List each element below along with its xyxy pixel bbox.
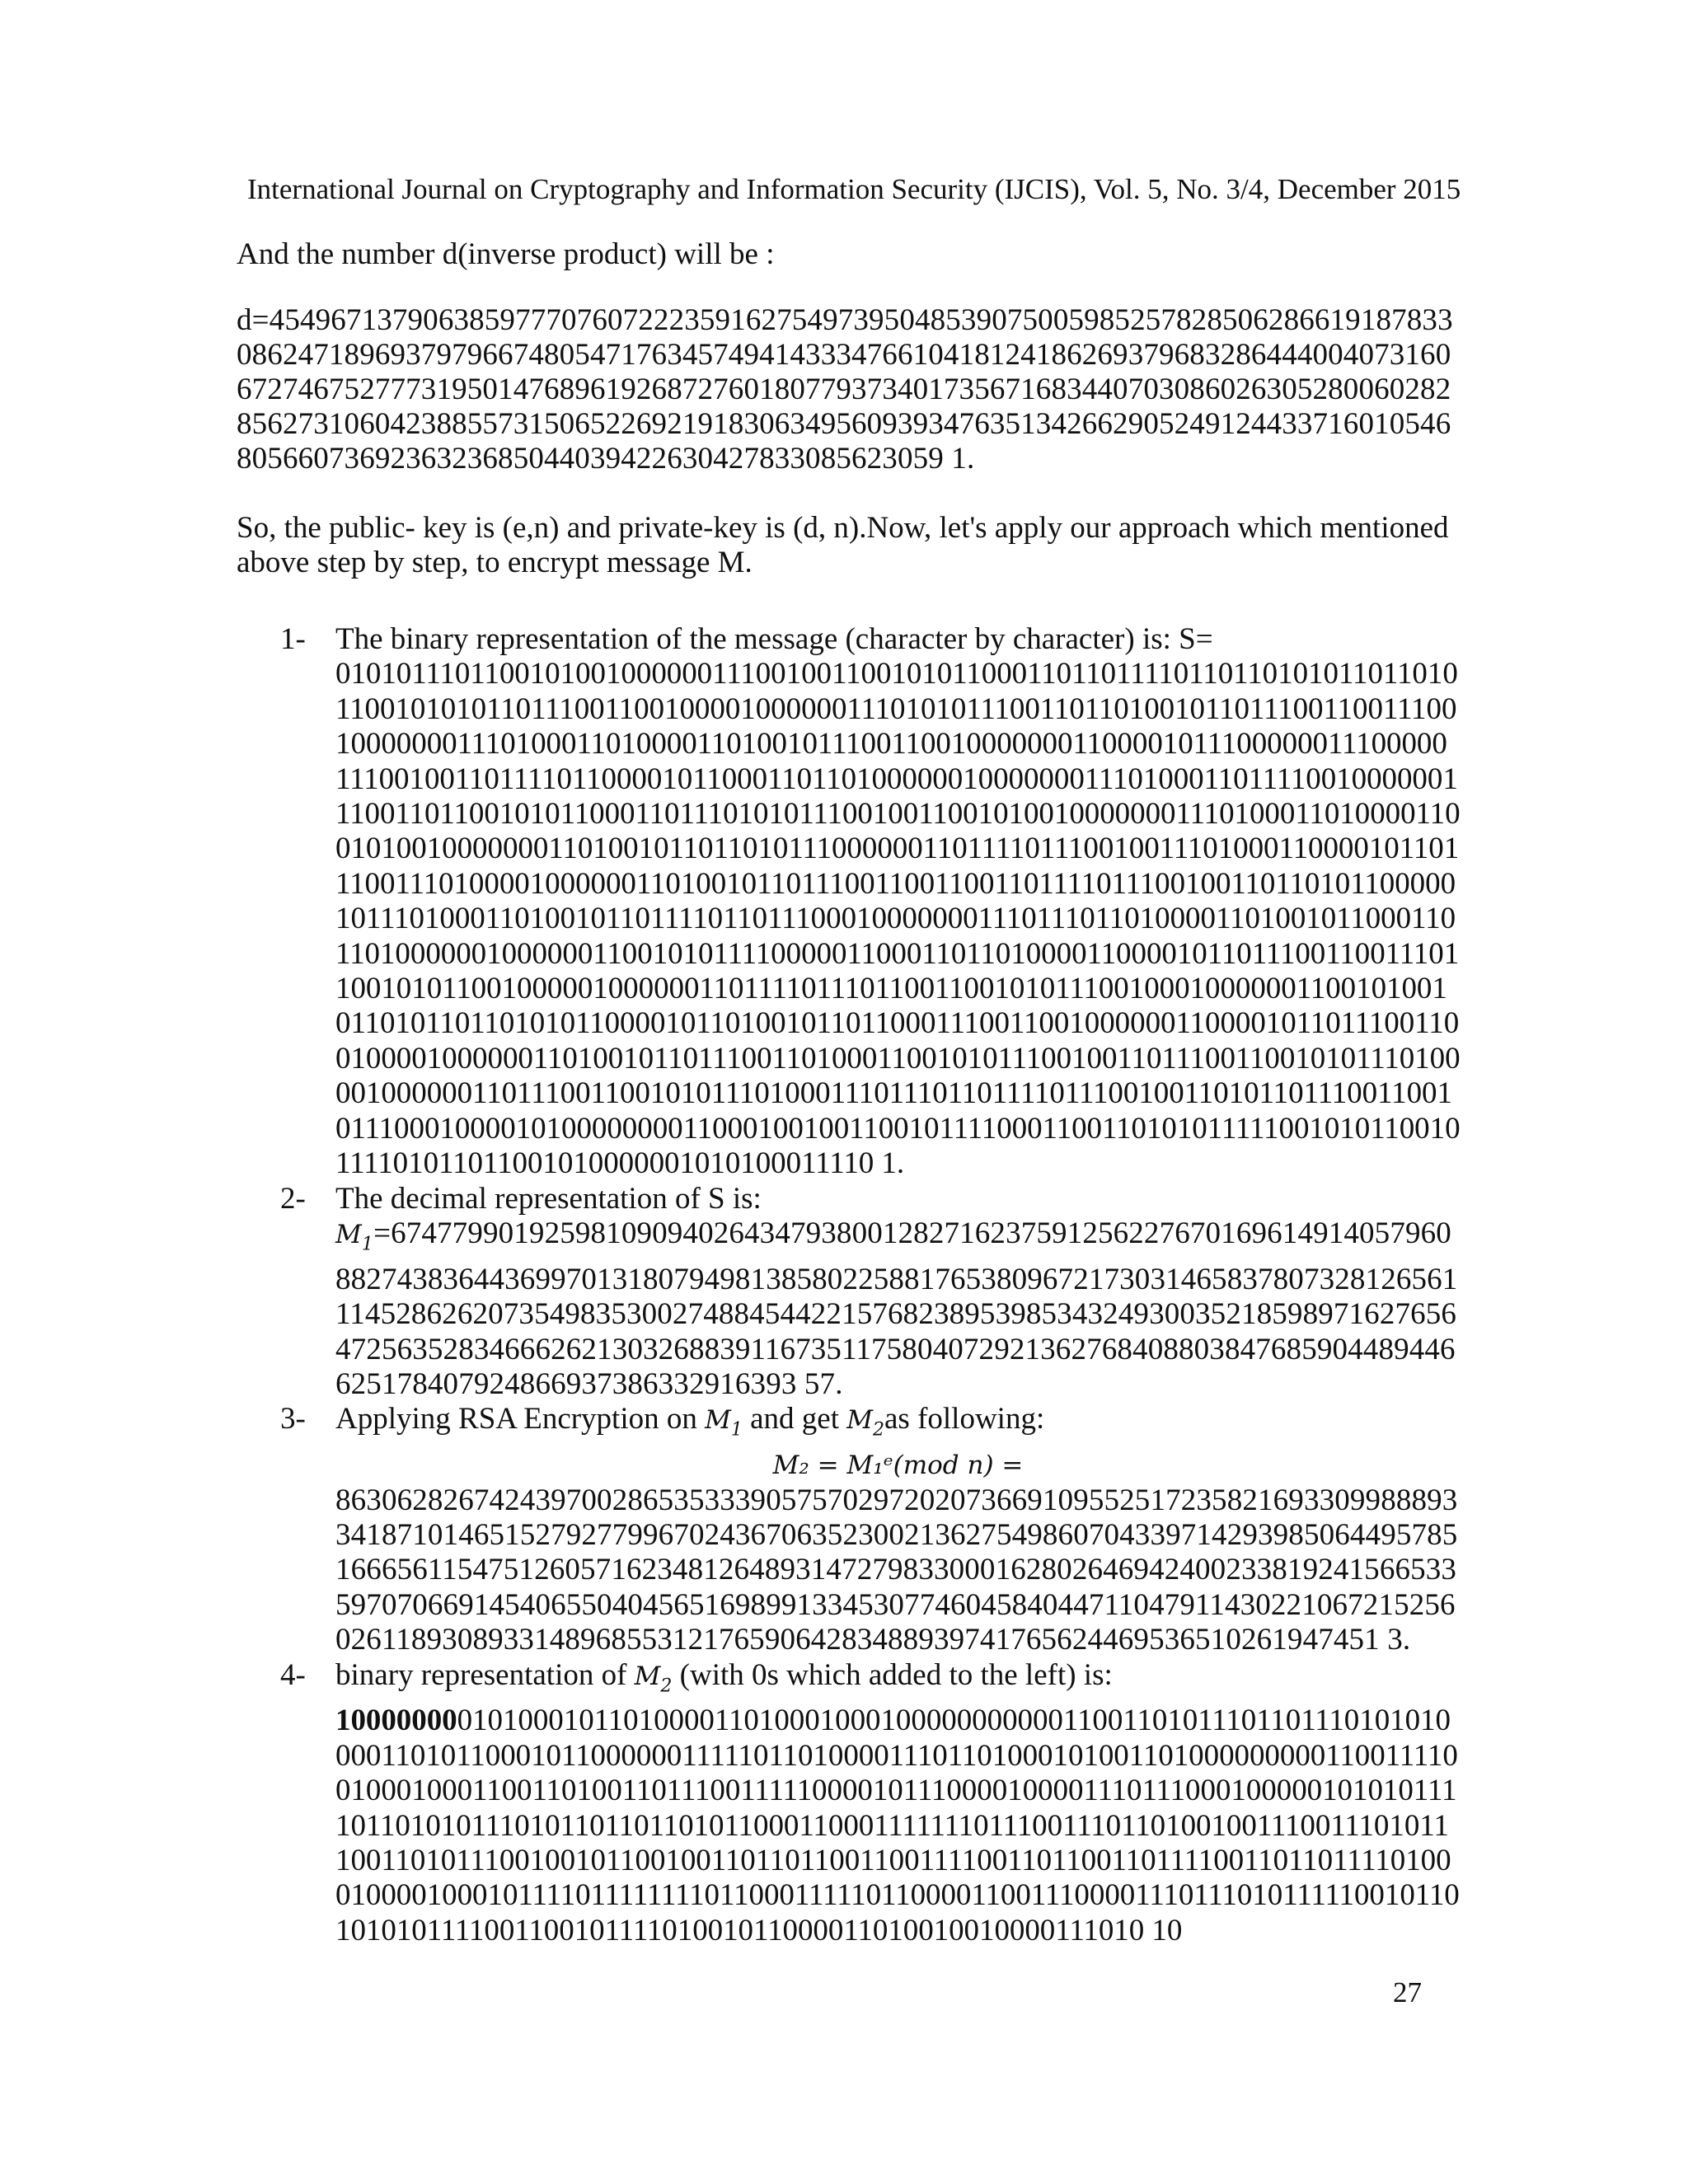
m1-subscript: 1: [361, 1234, 374, 1255]
step-1-text: The binary representation of the message (character by character) is: S=: [335, 622, 1213, 656]
step-3-text-b: and get: [742, 1402, 847, 1436]
m2-subscript: 2: [660, 1675, 673, 1696]
step-4-binary: [335, 1704, 1461, 1948]
step-4-text: [335, 1658, 1461, 1704]
m2-subscript: 2: [873, 1419, 884, 1441]
m1-subscript: 1: [730, 1419, 743, 1441]
m2-binary-bits: 0101000101101000011010001000100000000000110011010111011011101010100001101011000101100000011111011010000111011010001010011010000000001100111100100010001100110100110111001111100001011100001000011101110001000001010101111011010101110101101101101011000110001111111011100111011010010011100111010111001101011100100101100100110110110011001111001101100110111100110110111101000100001000101111011111111011000111110110000110011100001110111010111110010110101010111100110010111101001011000011010010010000111010 10: [335, 1704, 1460, 1947]
step-3: [280, 1402, 1461, 1657]
step-4-text-a: binary representation of: [335, 1657, 635, 1692]
step-4: [280, 1658, 1461, 1949]
step-2-number: 2-: [280, 1181, 306, 1216]
bold-padding-bits: 10000000: [335, 1704, 457, 1738]
m1-symbol: M: [335, 1219, 362, 1249]
step-4-number: 4-: [280, 1657, 306, 1692]
intro-text: And the number d(inverse product) will be :: [237, 237, 775, 271]
d-value-block: [237, 303, 1456, 476]
d-value: d=454967137906385977707607222359162754973950485390750059852578285062866191878330862471896937979667480547176345749414333476610418124186269379683286444004073160672746752777319501476896192687276018077937340173567168344070308602630528006028285627310604238855731506522692191830634956093934763513426629052491244337160105468056607369236323685044039422630427833085623059 1.: [237, 303, 1453, 476]
step-3-text: [335, 1402, 1461, 1448]
m2-value: 863062826742439700286535333905757029720207366910955251723582169330998889334187101465152792779967024367063523002136275498607043397142939850644957851666561154751260571623481264893147279833000162802646942400233819241566533597070669145406550404565169899133453077460458404471104791143022106721525602611893089331489685531217659064283488939741765624469536510261947451 3.: [335, 1483, 1458, 1657]
step-3-text-c: as following:: [884, 1402, 1045, 1436]
m1-value: =674779901925981090940264347938001282716237591256227670169614914057960882743836443699701318079498138580225881765380967217303146583780732812656111452862620735498353002748845442215768238953985343249300352185989716276564725635283466626213032688391167351175804072921362768408803847685904489446625178407924866937386332916393 57.: [335, 1216, 1458, 1401]
step-3-number: 3-: [280, 1402, 306, 1436]
running-header: International Journal on Cryptography and Information Security (IJCIS), Vol. 5, No. 3/4, December 2015: [247, 173, 1461, 205]
step-2-text: The decimal representation of S is:: [335, 1181, 762, 1216]
step-3-text-a: Applying RSA Encryption on: [335, 1402, 706, 1436]
m1-symbol: M: [705, 1405, 731, 1436]
page-number: 27: [1393, 1976, 1422, 2008]
public-private-key-paragraph: So, the public- key is (e,n) and private-key is (d, n).Now, let's apply our approach which mentioned above step by step, to encrypt message M.: [237, 511, 1449, 579]
step-2: [280, 1182, 1461, 1403]
step-2-m1-value-line: [335, 1216, 1461, 1402]
m2-symbol: M: [846, 1405, 873, 1436]
step-1: [280, 622, 1461, 1182]
m2-symbol: M: [634, 1661, 661, 1691]
step-1-binary: 0101011101100101001000000111001001100101011000110110111101101101010110110101100101010110111001100100001000000111010101110011011010010110111001100111001000000011101000110100001101001011100110010000000110000101110000001110000011100100110111101100001011000110110100000010000000111010001101111001000000111001101100101011000110111010101110010011001010010000000111010001101000011001010010000000110100101101101011100000011011110111001001110100011000010110111001110100001000000110100101101110011001100110111101110010011011010110000010111010001101001011011110110111000100000001110111011010000110100101100011011010000001000000110010101111000001100011011010000110000101101110011001110110010101100100000100000011011110111011001100101011100100010000001100101001011010110110101011000010110100101101100011100110010000001100001011011100110010000100000011010010110111001101000110010101110010011011100110010101110100001000000110111001100101011101000111011101101111011100100110101101110011001011100010000101000000001100010010011001011110001100110101011111001010110010111101011011001010000001010100011110 1.: [335, 657, 1461, 1181]
rsa-equation: M₂ = M₁ᵉ(mod n) =: [772, 1451, 1024, 1481]
step-1-number: 1-: [280, 622, 306, 656]
steps-list: [280, 622, 1461, 1948]
step-4-text-b: (with 0s which added to the left) is:: [672, 1657, 1113, 1692]
